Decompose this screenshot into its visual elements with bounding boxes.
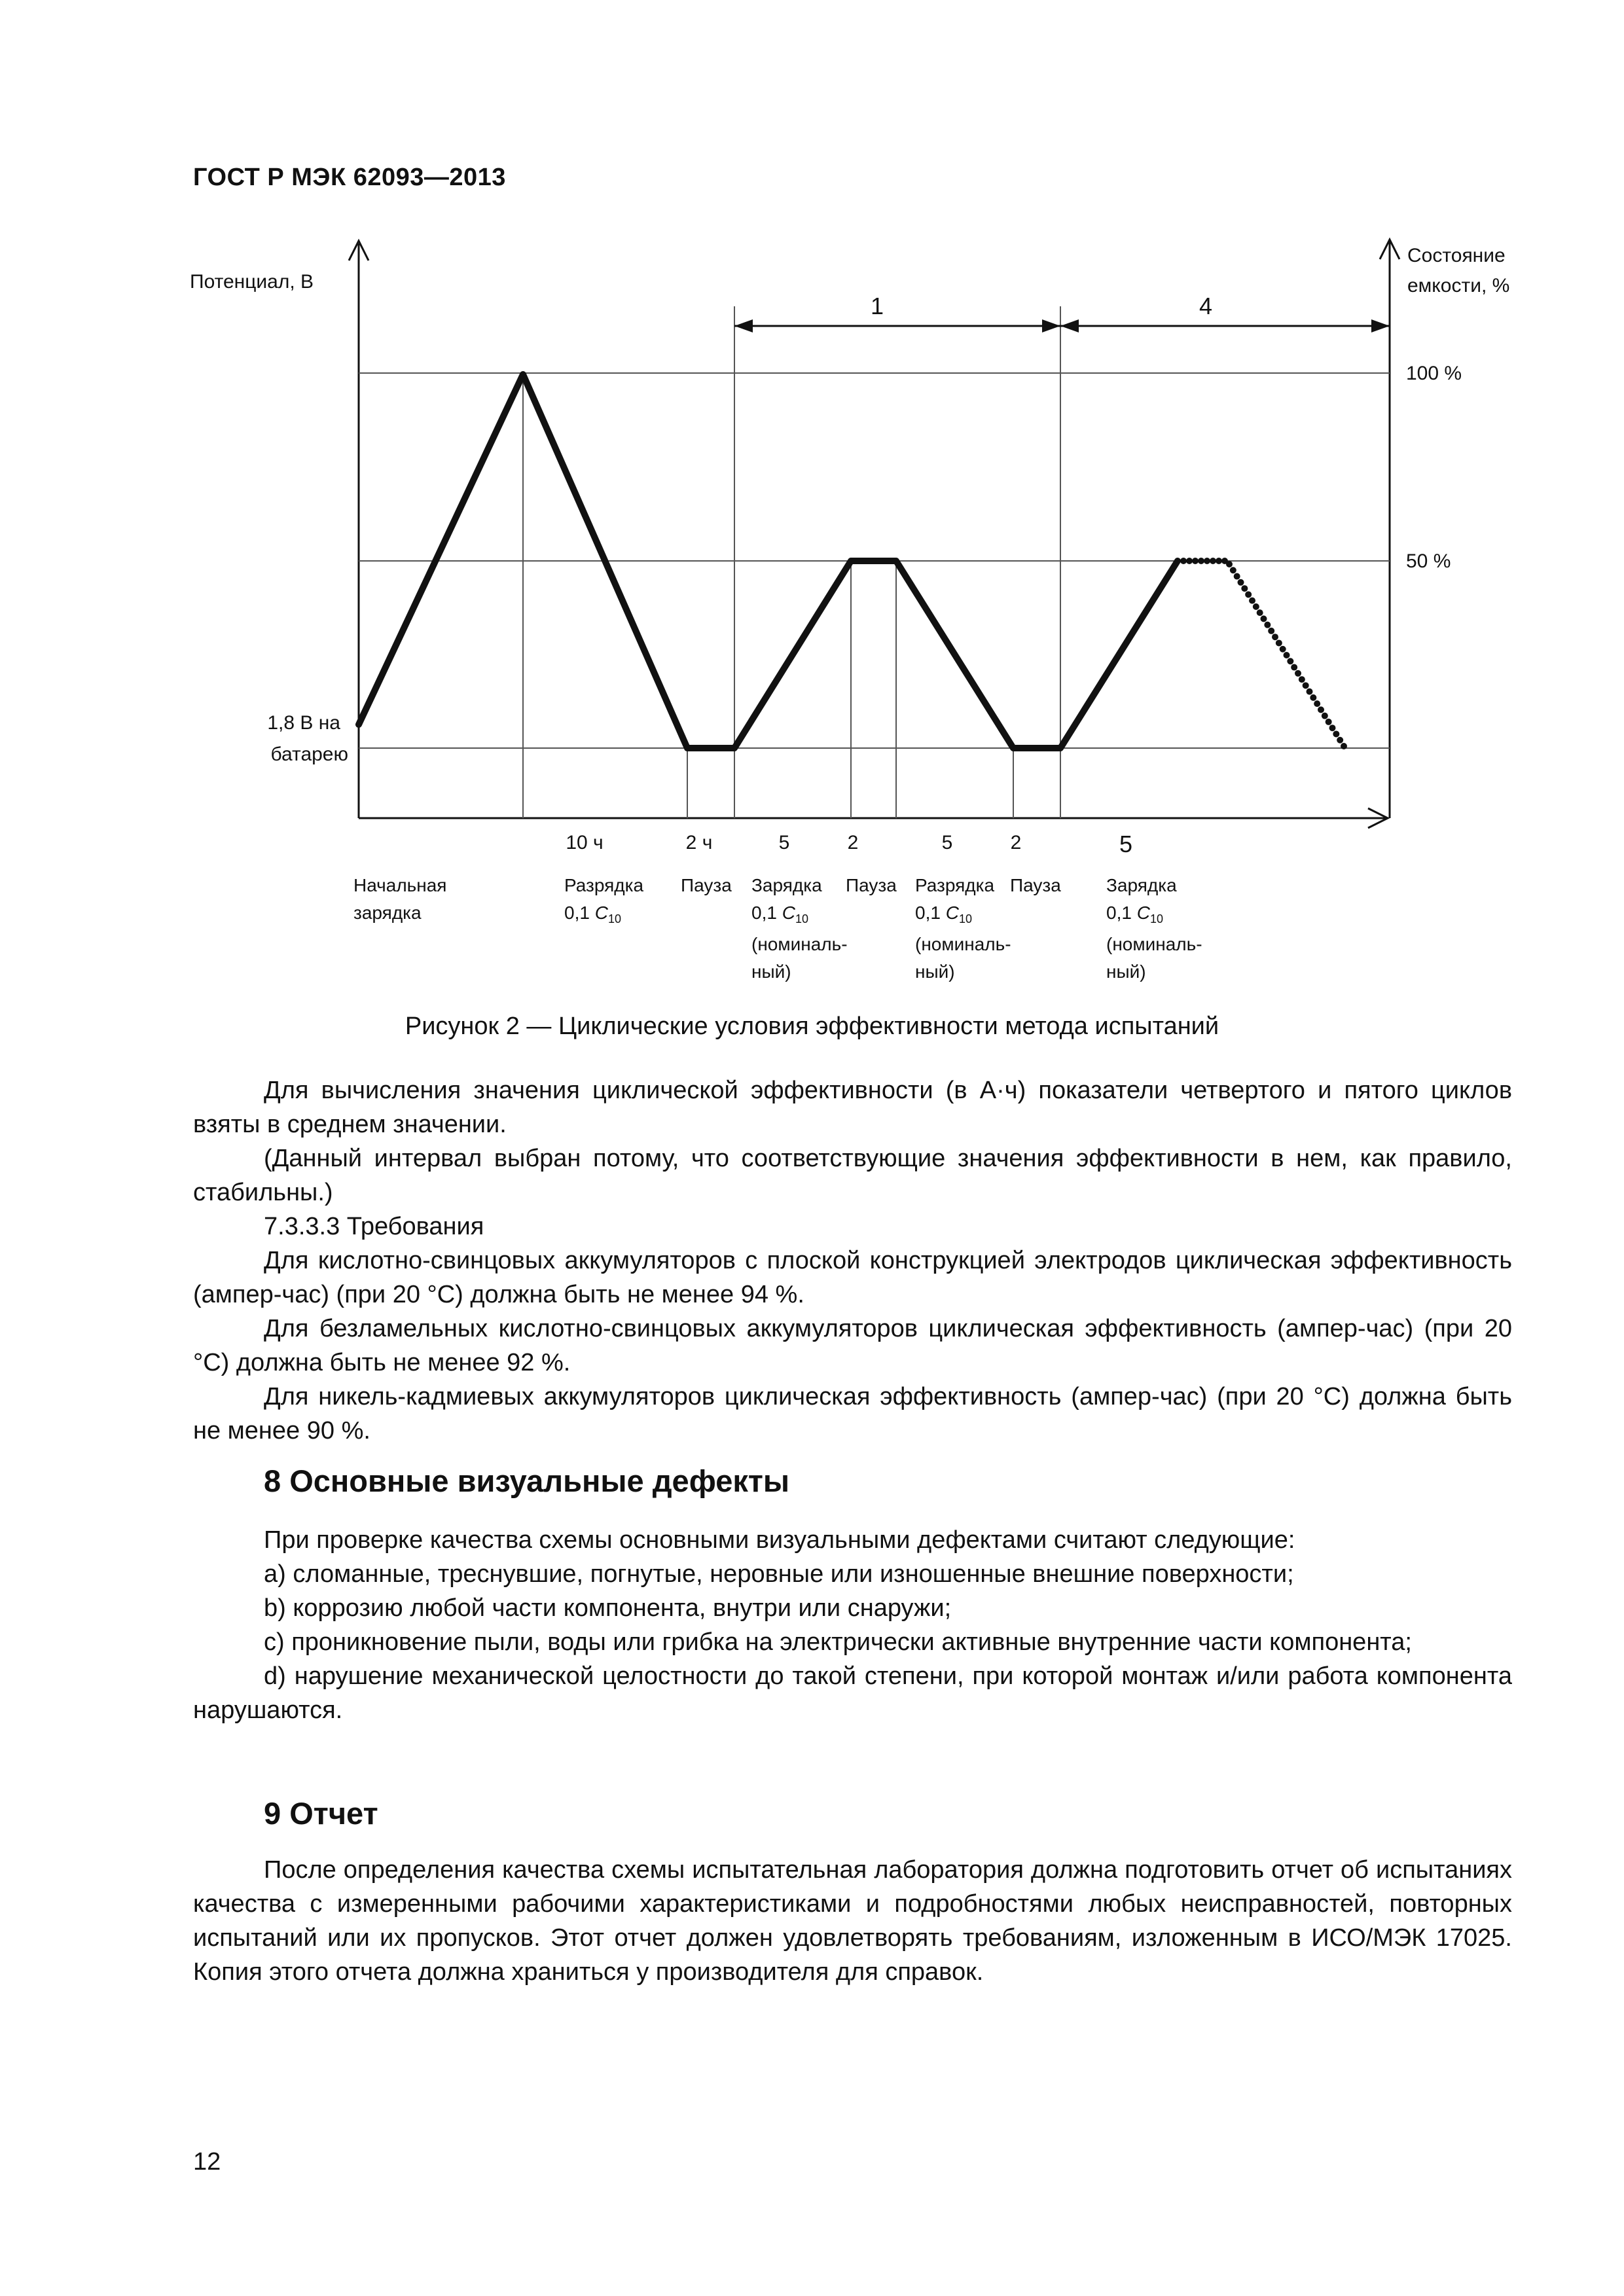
- phase-label: (номиналь-: [751, 934, 848, 954]
- curve-dot: [1226, 561, 1233, 567]
- curve-dot: [1287, 658, 1293, 664]
- curve-dot: [1314, 700, 1320, 707]
- bracket-1-label: 1: [870, 293, 884, 319]
- list-item: c) проникновение пыли, воды или грибка на электрически активные внутренние части компонента;: [264, 1628, 1412, 1656]
- body-text-block: [193, 1073, 1512, 1448]
- time-label: 5: [778, 832, 790, 853]
- curve-dot: [1299, 676, 1305, 683]
- time-label: 2: [1010, 832, 1022, 853]
- phase-label: ный): [751, 961, 791, 982]
- paragraph: Для вычисления значения циклической эффективности (в А·ч) показатели четвертого и пятого циклов взяты в среднем значении.: [193, 1077, 1512, 1138]
- bracket-1-arrow-left: [734, 319, 753, 332]
- curve-dot: [1216, 558, 1222, 564]
- curve-dot: [1249, 598, 1255, 604]
- dotted-curve-tail: [1180, 558, 1347, 749]
- section-9: [193, 1797, 1512, 1989]
- curve-dot: [1341, 743, 1347, 749]
- curve-dot: [1326, 719, 1332, 725]
- cycle-diagram: [0, 0, 1624, 1021]
- curve-dot: [1318, 706, 1324, 713]
- paragraph: Для безламельных кислотно-свинцовых аккумуляторов циклическая эффективность (ампер-час) (при 20 °С) должна быть не менее 92 %.: [193, 1315, 1512, 1376]
- curve-dot: [1192, 558, 1199, 564]
- phase-label-formula: 0,1 $C_{10}$: [915, 903, 972, 925]
- paragraph: После определения качества схемы испытательная лаборатория должна подготовить отчет об испытаниях качества с измеренными рабочими характеристиками и подробностями любых неисправностей, повторных испытаний или их пропусков. Этот отчет должен удовлетворять требованиям, изложенным в ИСО/МЭК 17025. Копия этого отчета должна храниться у производителя для справок.: [193, 1856, 1512, 1986]
- phase-label: (номиналь-: [915, 934, 1011, 954]
- phase-label: Пауза: [1010, 875, 1061, 895]
- phase-label: Зарядка: [1106, 875, 1177, 895]
- standard-title: ГОСТ Р МЭК 62093—2013: [193, 164, 506, 191]
- curve-dot: [1261, 615, 1267, 622]
- curve-dot: [1307, 689, 1313, 695]
- paragraph: Для кислотно-свинцовых аккумуляторов с плоской конструкцией электродов циклическая эффективность (ампер-час) (при 20 °С) должна быть не менее 94 %.: [193, 1247, 1512, 1308]
- curve-dot: [1238, 579, 1244, 586]
- list-item: a) сломанные, треснувшие, погнутые, неровные или изношенные внешние поверхности;: [264, 1560, 1294, 1588]
- curve-dot: [1310, 694, 1316, 701]
- list-item: b) коррозию любой части компонента, внутри или снаружи;: [264, 1594, 952, 1622]
- list-item: d) нарушение механической целостности до такой степени, при которой монтаж и/или работа компонента нарушаются.: [193, 1662, 1512, 1724]
- right-axis-label-2: емкости, %: [1407, 275, 1510, 296]
- curve-dot: [1264, 622, 1271, 628]
- time-label: 2 ч: [685, 832, 713, 853]
- paragraph: (Данный интервал выбран потому, что соответствующие значения эффективности в нем, как правило, стабильны.): [193, 1145, 1512, 1206]
- phase-label-formula: 0,1 $C_{10}$: [751, 903, 808, 925]
- curve-dot: [1284, 652, 1290, 658]
- curve-dot: [1280, 646, 1286, 653]
- curve-dot: [1245, 591, 1252, 598]
- curve-dot: [1257, 609, 1263, 616]
- curve-dot: [1268, 628, 1274, 634]
- time-label: 2: [847, 832, 859, 853]
- curve-dot: [1186, 558, 1193, 564]
- right-axis-label-1: Состояние: [1407, 245, 1506, 266]
- figure-caption: Рисунок 2 — Циклические условия эффективности метода испытаний: [405, 1013, 1219, 1040]
- curve-dot: [1303, 682, 1309, 689]
- subsection-heading: 7.3.3.3 Требования: [264, 1213, 484, 1240]
- time-label: 10 ч: [566, 832, 604, 853]
- curve-dot: [1180, 558, 1187, 564]
- curve-dot: [1272, 634, 1278, 640]
- curve-dot: [1204, 558, 1210, 564]
- phase-label: Пауза: [681, 875, 732, 895]
- left-axis-label: Потенциал, В: [190, 271, 314, 293]
- curve-dot: [1241, 585, 1248, 592]
- bracket-4-arrow-right: [1371, 319, 1390, 332]
- level-100-label: 100 %: [1406, 363, 1462, 384]
- phase-label: Пауза: [846, 875, 897, 895]
- time-label: 5: [1119, 831, 1133, 857]
- curve-dot: [1276, 639, 1282, 646]
- phase-label: Разрядка: [564, 875, 644, 895]
- phase-label: ный): [1106, 961, 1146, 982]
- bracket-4-arrow-left: [1060, 319, 1079, 332]
- voltage-label-2: батарею: [270, 744, 348, 765]
- phase-label: Зарядка: [751, 875, 822, 895]
- phase-label: (номиналь-: [1106, 934, 1202, 954]
- curve-dot: [1210, 558, 1216, 564]
- curve-dot: [1198, 558, 1204, 564]
- curve-dot: [1337, 737, 1343, 744]
- curve-dot: [1333, 730, 1339, 737]
- curve-dot: [1322, 713, 1328, 719]
- level-50-label: 50 %: [1406, 550, 1451, 572]
- curve-dot: [1295, 670, 1301, 677]
- time-label: 5: [941, 832, 953, 853]
- curve-dot: [1253, 603, 1259, 610]
- section-8: [193, 1464, 1512, 1727]
- curve-dot: [1234, 573, 1240, 580]
- bracket-4-label: 4: [1199, 293, 1213, 319]
- phase-label-formula: 0,1 $C_{10}$: [1106, 903, 1163, 925]
- section-heading: 8 Основные визуальные дефекты: [264, 1463, 790, 1498]
- phase-label: Начальная: [353, 875, 447, 895]
- voltage-label-1: 1,8 В на: [267, 712, 340, 734]
- section-heading: 9 Отчет: [264, 1796, 378, 1831]
- curve-dot: [1329, 725, 1336, 731]
- page-number: 12: [193, 2148, 221, 2176]
- phase-label: зарядка: [353, 903, 422, 923]
- paragraph: При проверке качества схемы основными визуальными дефектами считают следующие:: [264, 1526, 1295, 1554]
- phase-label: Разрядка: [915, 875, 995, 895]
- paragraph: Для никель-кадмиевых аккумуляторов циклическая эффективность (ампер-час) (при 20 °С) должна быть не менее 90 %.: [193, 1383, 1512, 1444]
- phase-label-formula: 0,1 $C_{10}$: [564, 903, 621, 925]
- curve-dot: [1230, 567, 1236, 573]
- curve-dot: [1291, 664, 1297, 671]
- phase-label: ный): [915, 961, 955, 982]
- bracket-1-arrow-right: [1042, 319, 1060, 332]
